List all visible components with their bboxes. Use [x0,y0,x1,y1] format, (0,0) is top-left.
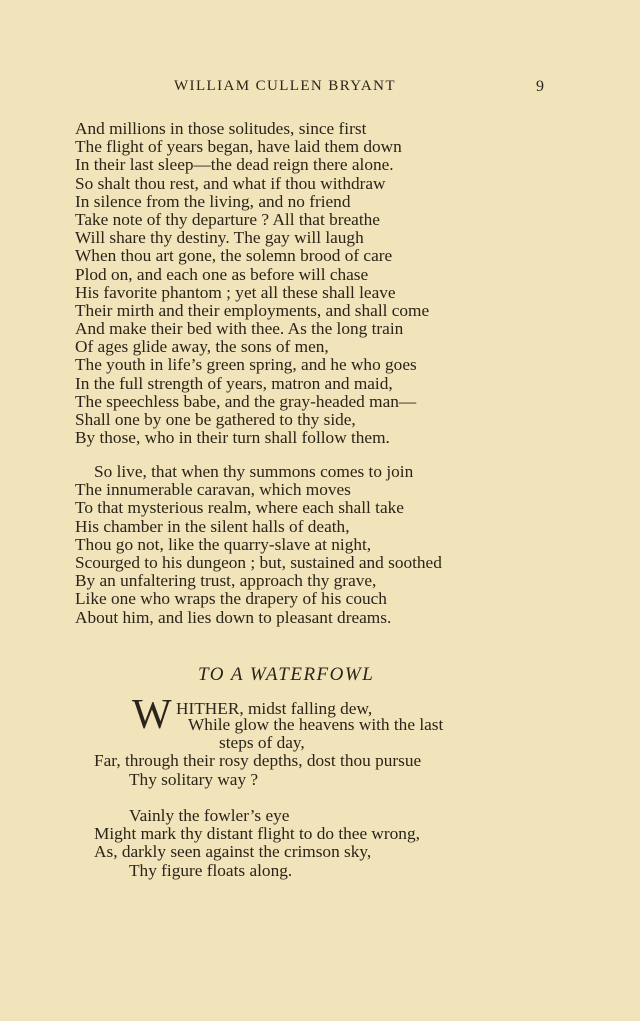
verse-line: Plod on, and each one as before will chase [75,264,369,284]
verse-line: Far, through their rosy depths, dost thou pursue [94,751,422,771]
verse-line: Their mirth and their employments, and shall come [75,300,430,320]
verse-line: When thou art gone, the solemn brood of care [75,246,393,266]
verse-line: Scourged to his dungeon ; but, sustained and soothed [75,552,442,572]
poem-title: TO A WATERFOWL [198,664,375,685]
verse-line: Thy solitary way ? [129,769,259,789]
page-number: 9 [536,78,544,95]
verse-line: steps of day, [219,733,305,753]
verse-line: Take note of thy departure ? All that breathe [75,209,380,229]
verse-line: The flight of years began, have laid them down [75,137,402,157]
verse-line: And make their bed with thee. As the long train [75,319,404,339]
verse-line: The speechless babe, and the gray-headed man— [75,391,417,411]
drop-cap: W [132,692,172,738]
verse-line: Of ages glide away, the sons of men, [75,337,329,357]
verse-line: Vainly the fowler’s eye [129,806,290,825]
verse-line: Thy figure floats along. [129,860,293,880]
verse-line: So shalt thou rest, and what if thou withdraw [75,173,386,193]
verse-line: In silence from the living, and no friend [75,191,351,211]
verse-line: Like one who wraps the drapery of his couch [75,589,387,609]
verse-line: About him, and lies down to pleasant dreams. [75,607,392,627]
verse-line: His favorite phantom ; yet all these shall leave [75,282,396,302]
verse-line: In their last sleep—the dead reign there alone. [75,155,394,175]
verse-line: HITHER, midst falling dew, [176,699,373,718]
verse-line: By those, who in their turn shall follow them. [75,428,390,448]
verse-line: His chamber in the silent halls of death, [75,516,350,536]
verse-line: As, darkly seen against the crimson sky, [94,842,372,862]
verse-line: Thou go not, like the quarry-slave at night, [75,534,372,554]
verse-line: Shall one by one be gathered to thy side, [75,410,356,429]
verse-line: Will share thy destiny. The gay will laugh [75,228,364,248]
stanza-2 [75,463,575,627]
verse-line: To that mysterious realm, where each shall take [75,498,404,518]
verse-line: The innumerable caravan, which moves [75,480,351,500]
verse-line: And millions in those solitudes, since first [75,119,367,138]
waterfowl-stanza-2 [94,807,574,880]
verse-line: In the full strength of years, matron and maid, [75,373,393,393]
verse-line: The youth in life’s green spring, and he who goes [75,355,417,375]
verse-line: While glow the heavens with the last [188,715,444,734]
stanza-1 [75,120,575,447]
verse-line: By an unfaltering trust, approach thy grave, [75,571,377,591]
verse-line: So live, that when thy summons comes to join [94,462,414,481]
waterfowl-stanza-1 [94,716,574,789]
running-head: WILLIAM CULLEN BRYANT [174,78,396,94]
verse-line: Might mark thy distant flight to do thee wrong, [94,824,420,844]
